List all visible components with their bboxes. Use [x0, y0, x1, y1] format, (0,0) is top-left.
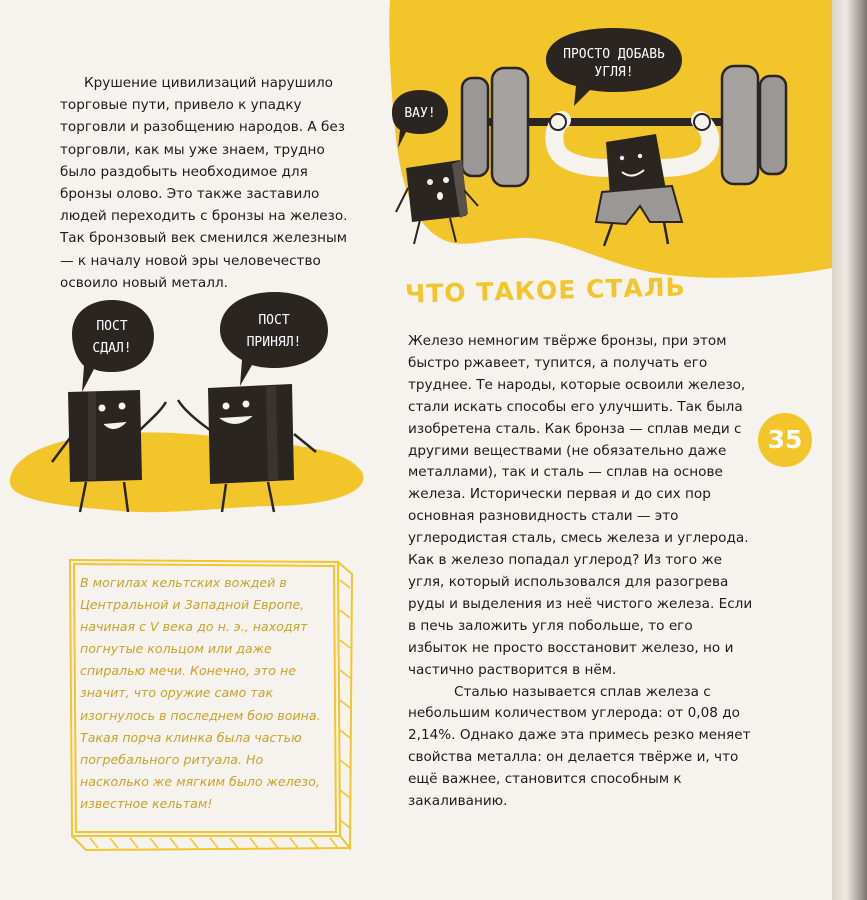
section-body [408, 331, 753, 813]
section-paragraph-1: Железо немногим твёрже бронзы, при этом быстро ржавеет, тупится, а получать его труднее. Те народы, которые освоили железо, стали искать способы его улучшить. Так была изобретена сталь. Как бронза — сплав меди с другими веществами (не обязательно даже металлами), так и сталь — сплав на основе железа. Исторически первая и до сих пор основная разновидность стали — это углеродистая сталь, смесь железа и углерода. Как в железо попадал углерод? Из того же угля, который использовался для разогрева руды и выделения из неё чистого железа. Если в печь заложить угля побольше, то его избыток не просто восстановит железо, но и частично растворится в нём. [408, 333, 753, 678]
page-number-badge [758, 413, 812, 467]
barbell-plate-right-inner [722, 66, 758, 184]
side-note-text: В могилах кельтских вождей в Центральной и Западной Европе, начиная с V века до н. э., находят погнутые кольцом или даже спиралью мечи. Конечно, это не значит, что оружие само так изогнулось в последнем бою воина. Такая порча клинка была частью погребального ритуала. Но насколько же мягким было железо, известное кельтам! [80, 575, 321, 811]
speech-left-line1: ПОСТ [96, 319, 128, 334]
intro-paragraph: Крушение цивилизаций нарушило торговые пути, привело к упадку торговли и разобщению народов. А без торговли, как мы уже знаем, трудно было раздобыть необходимое для бронзы олово. Это также заставило людей переходить с бронзы на железо. Так бронзовый век сменился железным — к началу новой эры человечество освоило новый металл. [60, 75, 348, 291]
left-yellow-blob [10, 432, 363, 512]
section-title: ЧТО ТАКОЕ СТАЛЬ [404, 272, 686, 309]
speech-right-line1: ПОСТ [258, 313, 290, 328]
speech-large-line1: ПРОСТО ДОБАВЬ [563, 47, 665, 62]
speech-small-text: ВАУ! [404, 106, 436, 121]
page-number: 35 [767, 425, 803, 454]
page-edge [832, 0, 867, 900]
side-note [80, 572, 326, 815]
section-paragraph-2: Сталью называется сплав железа с небольшим количеством углерода: от 0,08 до 2,14%. Однако даже эта примесь резко меняет свойства металла: он делается твёрже и, что ещё важнее, становится способным к закаливанию. [408, 683, 751, 810]
speech-right-line2: ПРИНЯЛ! [246, 335, 302, 350]
intro-paragraph-block [60, 72, 352, 294]
speech-large-line2: УГЛЯ! [594, 65, 634, 80]
handover-right-body [208, 384, 294, 484]
speech-left-line2: СДАЛ! [92, 341, 132, 356]
barbell-plate-left-outer [462, 78, 488, 176]
barbell-plate-right-outer [760, 76, 786, 174]
barbell-plate-left-inner [492, 68, 528, 186]
handover-left-body [68, 390, 142, 482]
